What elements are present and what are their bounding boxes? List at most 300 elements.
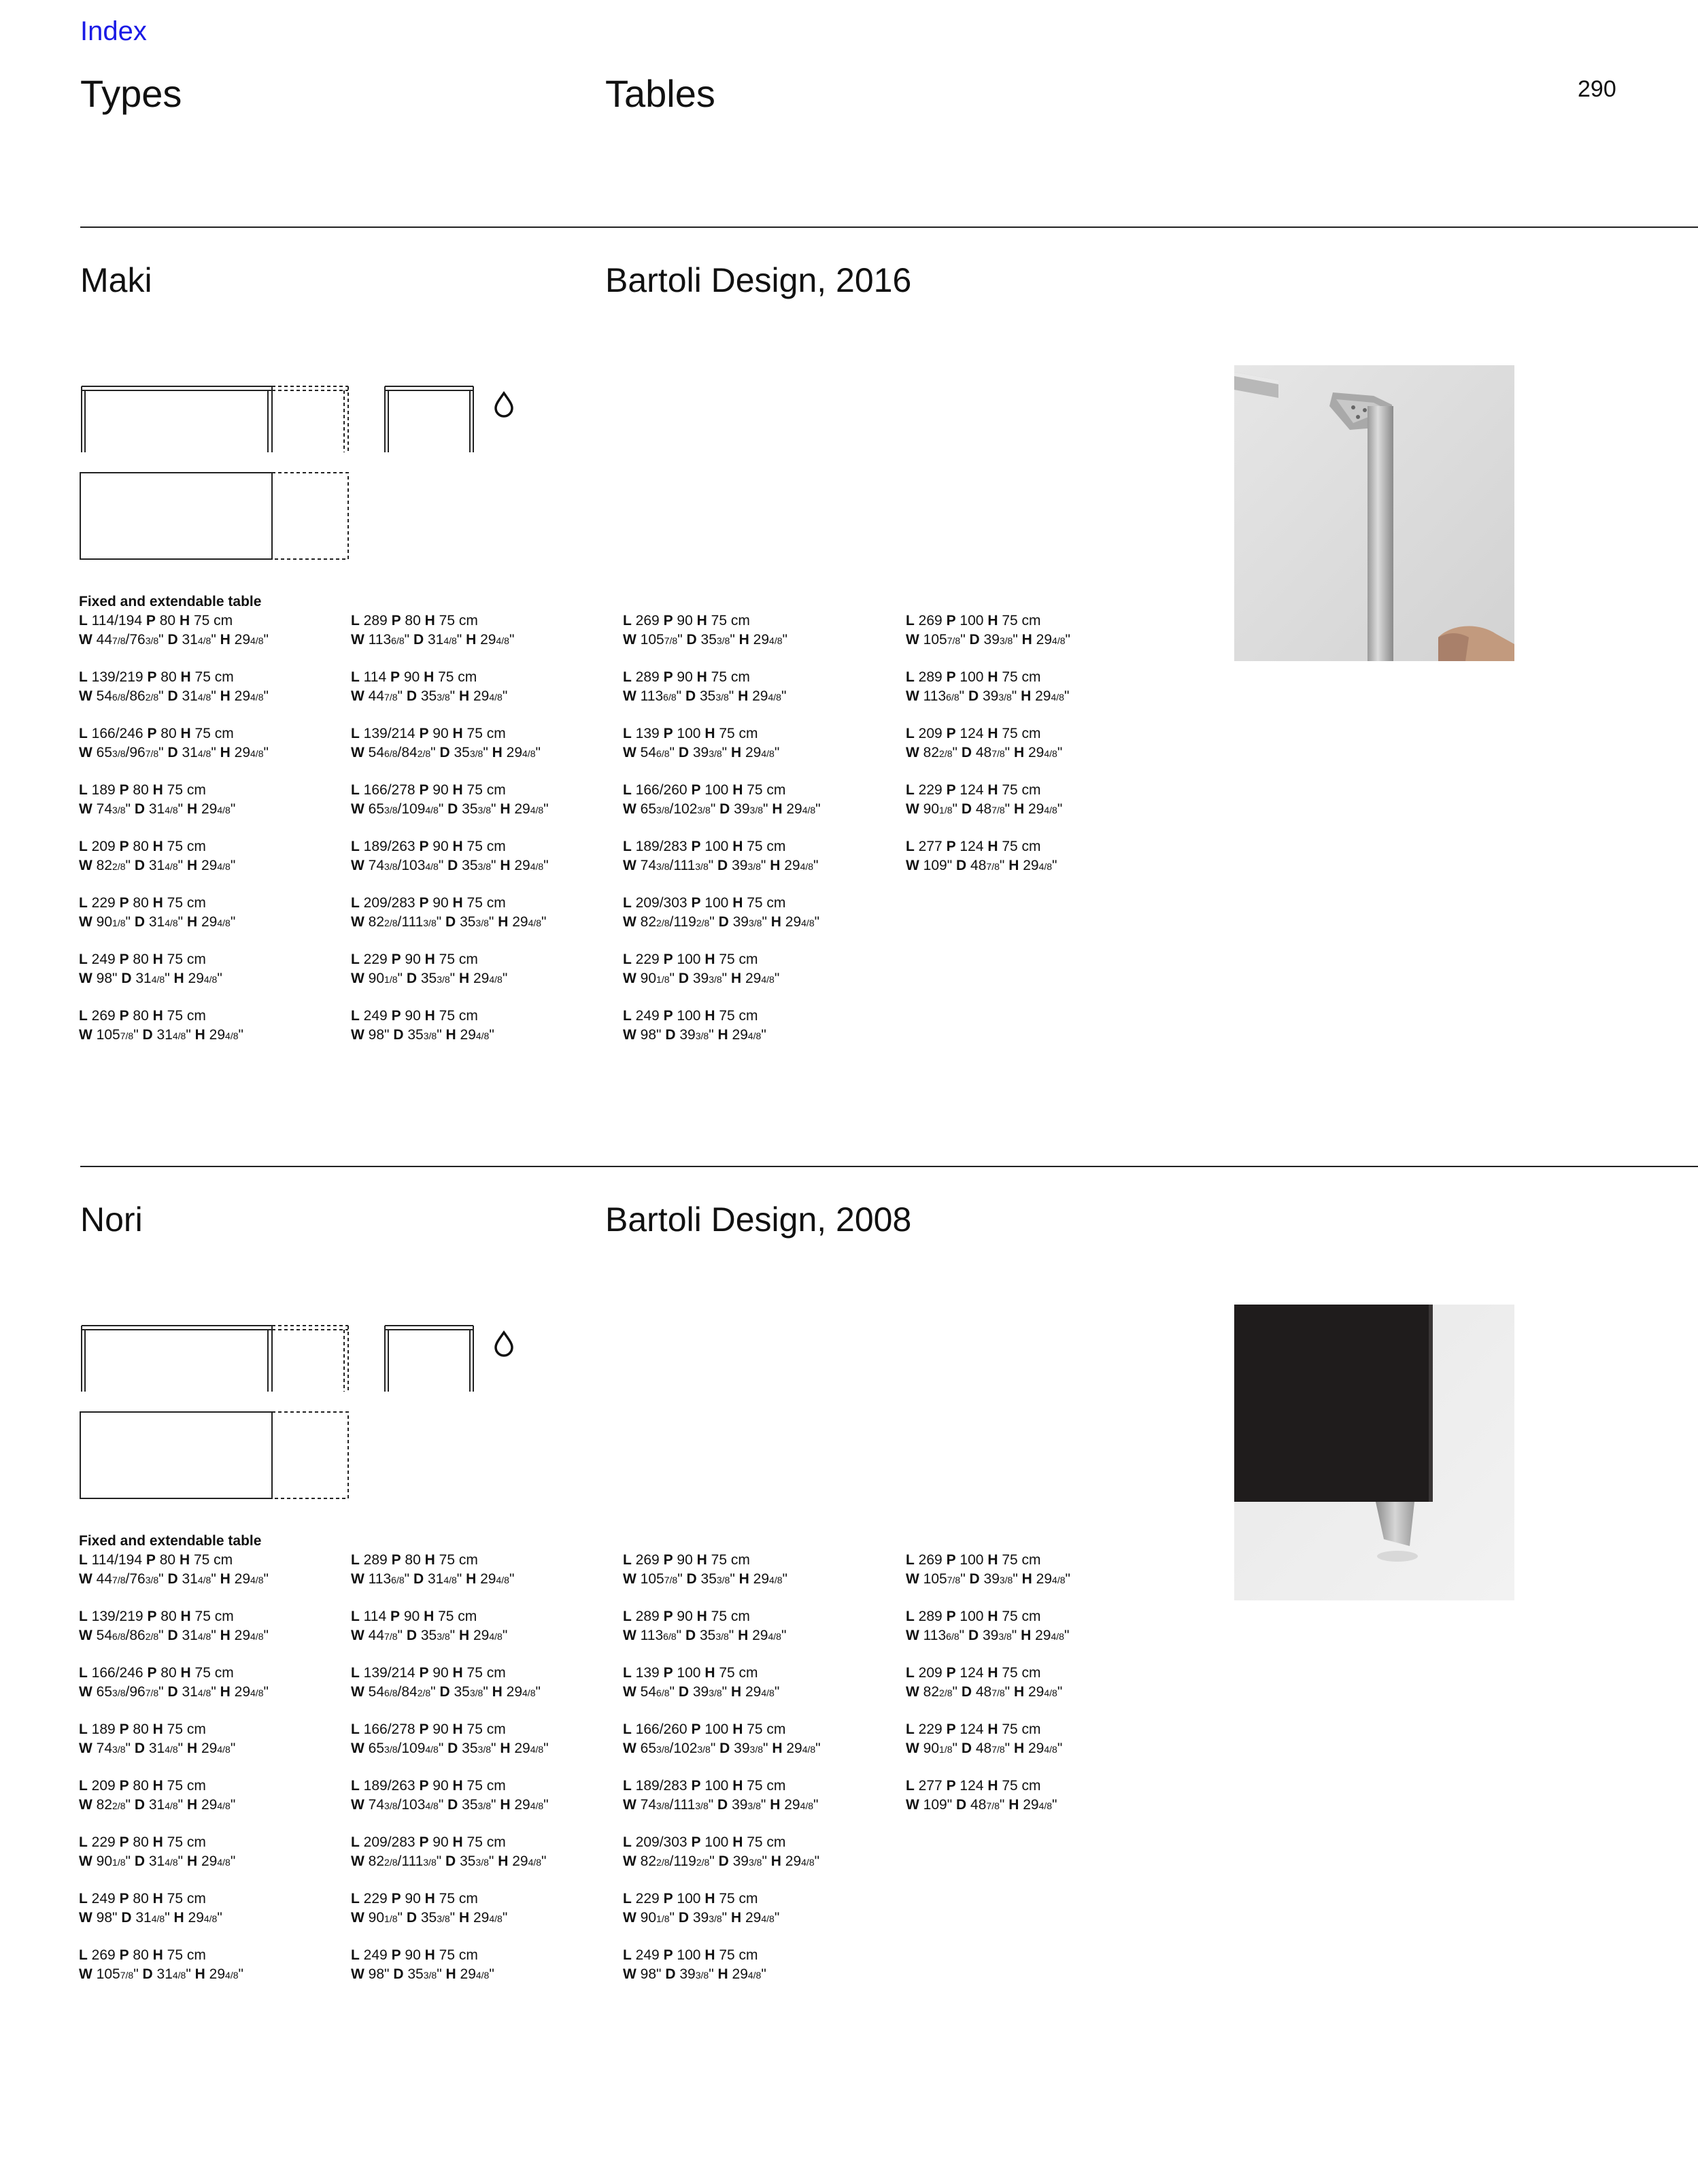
dim-value: 31 — [182, 632, 198, 648]
dim-key: H — [1008, 858, 1019, 873]
dim-key: H — [220, 1684, 231, 1700]
spec-entry — [351, 1833, 623, 1889]
dim-value: 75 cm — [466, 839, 506, 854]
dim-key: L — [79, 1552, 88, 1568]
dim-fraction: 2/8 — [696, 1857, 710, 1868]
dim-key: H — [180, 669, 191, 685]
dim-value: 29 — [201, 858, 218, 873]
dim-value: " — [730, 632, 735, 648]
dim-value: 75 cm — [1002, 1552, 1041, 1568]
dim-key: H — [424, 1891, 435, 1906]
dim-fraction: 4/8 — [769, 1575, 783, 1585]
spec-imperial-line — [623, 1626, 895, 1646]
dim-fraction: 4/8 — [165, 1857, 178, 1868]
dim-value: /84 — [397, 1684, 418, 1700]
dim-key: D — [968, 1628, 979, 1643]
dim-fraction: 7/8 — [112, 1575, 126, 1585]
dim-fraction: 3/8 — [437, 974, 450, 985]
dim-key: H — [152, 1778, 163, 1794]
dim-value: 29 — [188, 1910, 204, 1926]
spec-imperial-line — [79, 1683, 351, 1702]
dim-value: 31 — [182, 1684, 198, 1700]
spec-column — [906, 611, 1178, 894]
dim-value: " — [543, 1797, 549, 1813]
spec-metric-line — [906, 611, 1178, 631]
dim-key: D — [445, 914, 456, 930]
dim-fraction: 4/8 — [768, 692, 781, 703]
dim-value: 35 — [462, 858, 478, 873]
dim-key: H — [179, 1552, 190, 1568]
dim-key: H — [987, 1778, 998, 1794]
spec-entry — [623, 950, 895, 1007]
dim-fraction: 4/8 — [203, 1913, 218, 1924]
dim-fraction: 3/8 — [423, 1030, 437, 1041]
dim-value: 65 — [640, 1741, 657, 1756]
dim-key: L — [79, 613, 88, 628]
dim-key: P — [391, 952, 401, 967]
dim-value: 229 — [918, 1721, 943, 1737]
dim-key: P — [147, 669, 157, 685]
dim-fraction: 3/8 — [697, 805, 711, 816]
dim-key: W — [351, 688, 364, 704]
dim-key: W — [79, 971, 92, 986]
dim-key: D — [686, 1571, 697, 1587]
dim-fraction: 4/8 — [769, 635, 783, 646]
dim-value: 75 cm — [167, 1834, 206, 1850]
dim-value: 105 — [640, 632, 664, 648]
dim-key: H — [987, 782, 998, 798]
dim-key: H — [173, 1910, 184, 1926]
dim-fraction: 3/8 — [112, 748, 126, 759]
dim-key: L — [623, 782, 632, 798]
dim-value: " — [959, 688, 965, 704]
dim-value: 74 — [640, 1797, 657, 1813]
dim-value: 90 — [403, 669, 420, 685]
dim-fraction: 4/8 — [425, 861, 439, 872]
dim-fraction: 4/8 — [522, 748, 536, 759]
dim-key: L — [351, 1609, 360, 1624]
spec-imperial-line — [79, 631, 351, 650]
dim-value: 113 — [640, 688, 664, 704]
dim-value: 29 — [234, 1628, 251, 1643]
dim-fraction: 3/8 — [695, 1030, 709, 1041]
spec-entry — [351, 611, 623, 668]
dim-fraction: 4/8 — [528, 1857, 542, 1868]
dim-key: L — [351, 1665, 360, 1681]
dim-value: 269 — [635, 1552, 660, 1568]
dim-value: 44 — [96, 632, 113, 648]
spec-entry — [79, 950, 351, 1007]
dim-key: P — [391, 613, 401, 628]
dim-value: 82 — [368, 1853, 385, 1869]
dim-key: H — [180, 1665, 191, 1681]
spec-entry — [623, 1889, 895, 1946]
dim-value: " — [404, 632, 410, 648]
dim-value: 39 — [982, 1628, 999, 1643]
dim-value: /86 — [125, 1628, 146, 1643]
dim-key: W — [623, 632, 636, 648]
spec-entry — [906, 1777, 1178, 1833]
dim-key: W — [906, 1797, 919, 1813]
dim-value: " — [728, 1628, 734, 1643]
dim-fraction: 3/8 — [475, 918, 489, 928]
spec-imperial-line — [906, 631, 1178, 650]
dim-fraction: 7/8 — [986, 1800, 1000, 1811]
dim-value: " — [814, 914, 820, 930]
product-section-nori — [0, 1166, 1698, 2104]
dim-key: W — [351, 1797, 364, 1813]
spec-imperial-line — [79, 969, 351, 989]
dim-key: D — [969, 632, 980, 648]
dim-fraction: 4/8 — [250, 1687, 264, 1698]
dim-value: 80 — [133, 1721, 149, 1737]
dim-fraction: 3/8 — [437, 1913, 450, 1924]
dim-fraction: 3/8 — [437, 692, 450, 703]
spec-imperial-line — [79, 743, 351, 763]
dim-key: H — [1021, 1571, 1032, 1587]
spec-entry — [79, 1664, 351, 1720]
dim-value: 80 — [133, 952, 149, 967]
dim-value: 29 — [1028, 1741, 1045, 1756]
dim-fraction: 3/8 — [716, 635, 730, 646]
dim-value: " — [502, 971, 508, 986]
dim-fraction: 3/8 — [709, 1687, 722, 1698]
product-section-maki — [0, 226, 1698, 1165]
dim-value: " — [263, 1571, 269, 1587]
dim-value: 105 — [923, 632, 947, 648]
dim-value: " — [502, 1628, 508, 1643]
dim-value: 80 — [160, 726, 177, 741]
dim-fraction: 4/8 — [530, 805, 544, 816]
dim-value: 82 — [640, 914, 657, 930]
dim-key: P — [946, 1552, 956, 1568]
spec-column — [351, 1551, 623, 2002]
dim-value: 39 — [732, 858, 748, 873]
dim-key: P — [663, 613, 673, 628]
dim-value: 35 — [454, 745, 470, 760]
dim-fraction: 3/8 — [709, 748, 722, 759]
dim-fraction: 2/8 — [112, 1800, 126, 1811]
dim-value: " — [669, 1684, 675, 1700]
dim-fraction: 4/8 — [250, 692, 264, 703]
dim-value: " — [158, 1628, 164, 1643]
dim-key: L — [623, 726, 632, 741]
dim-value: 29 — [1023, 858, 1039, 873]
dim-value: 90 — [432, 1834, 449, 1850]
spec-entry — [623, 1551, 895, 1607]
dim-key: H — [704, 1891, 715, 1906]
dim-key: L — [79, 1834, 88, 1850]
spec-column — [623, 611, 895, 1063]
index-link[interactable]: Index — [80, 16, 147, 46]
dim-value: " — [709, 914, 715, 930]
product-name: Nori — [80, 1200, 143, 1239]
dim-value: " — [535, 745, 541, 760]
dim-value: " — [263, 745, 269, 760]
dim-value: 29 — [460, 1966, 476, 1982]
dim-value: 90 — [405, 1891, 421, 1906]
dim-value: 29 — [745, 1910, 762, 1926]
dim-value: 90 — [405, 952, 421, 967]
dim-key: W — [906, 1684, 919, 1700]
dim-key: H — [186, 1741, 198, 1756]
dim-fraction: 6/8 — [384, 748, 398, 759]
dim-key: W — [351, 858, 364, 873]
dim-value: " — [509, 1571, 515, 1587]
spec-imperial-line — [623, 1570, 895, 1590]
dim-key: D — [678, 745, 689, 760]
dim-key: P — [391, 1552, 401, 1568]
spec-metric-line — [79, 1889, 351, 1909]
dim-fraction: 3/8 — [384, 1744, 398, 1755]
dim-key: H — [452, 839, 463, 854]
dim-value: 75 cm — [466, 1834, 506, 1850]
dim-value: 249 — [363, 1008, 388, 1024]
dim-value: " — [483, 745, 488, 760]
dim-value: " — [999, 858, 1005, 873]
dim-value: 139 — [635, 1665, 660, 1681]
dim-key: W — [79, 1966, 92, 1982]
spec-entry — [623, 668, 895, 724]
dim-value: " — [456, 632, 462, 648]
dim-key: H — [704, 952, 715, 967]
dim-key: D — [406, 1910, 417, 1926]
dim-value: " — [177, 1853, 184, 1869]
dim-key: D — [142, 1027, 153, 1043]
dim-value: 80 — [133, 1834, 149, 1850]
dim-fraction: 3/8 — [999, 1575, 1013, 1585]
dim-value: 98 — [96, 1910, 113, 1926]
dim-key: W — [79, 632, 92, 648]
spec-entry — [351, 724, 623, 781]
dim-value: 39 — [692, 971, 709, 986]
dim-value: 48 — [975, 1741, 992, 1756]
dim-value: 90 — [432, 839, 449, 854]
spec-imperial-line — [623, 1026, 895, 1045]
dim-key: D — [678, 1684, 689, 1700]
dim-key: L — [79, 1665, 88, 1681]
dim-key: D — [956, 1797, 967, 1813]
spec-metric-line — [79, 781, 351, 800]
dim-value: " — [217, 1910, 222, 1926]
dim-value: " — [1052, 1797, 1057, 1813]
dim-value: 48 — [975, 801, 992, 817]
dim-key: H — [424, 669, 435, 685]
dim-fraction: 4/8 — [250, 635, 264, 646]
dim-key: D — [134, 1797, 145, 1813]
dim-key: L — [351, 1834, 360, 1850]
dim-key: H — [180, 1609, 191, 1624]
dim-key: H — [194, 1966, 205, 1982]
dim-value: 75 cm — [167, 1891, 206, 1906]
spec-imperial-line — [623, 913, 895, 933]
dim-value: " — [230, 914, 236, 930]
spec-entry — [79, 837, 351, 894]
dim-value: 90 — [923, 801, 940, 817]
dim-value: 90 — [432, 1721, 449, 1737]
dim-fraction: 6/8 — [112, 692, 126, 703]
dim-fraction: 4/8 — [250, 748, 264, 759]
dim-value: 29 — [234, 688, 251, 704]
dim-key: L — [351, 726, 360, 741]
dim-value: 75 cm — [466, 895, 506, 911]
dim-key: D — [121, 971, 132, 986]
dim-value: " — [230, 1853, 236, 1869]
dim-value: " — [491, 1797, 496, 1813]
dim-key: W — [906, 688, 919, 704]
dim-value: 166/246 — [91, 1665, 143, 1681]
dim-key: L — [351, 1008, 360, 1024]
dim-fraction: 2/8 — [145, 1631, 159, 1642]
dim-value: 29 — [745, 1684, 762, 1700]
dim-value: 35 — [420, 971, 437, 986]
dim-value: " — [1013, 632, 1018, 648]
dim-value: 90 — [677, 669, 693, 685]
dim-value: 90 — [368, 971, 385, 986]
spec-metric-line — [906, 837, 1178, 856]
dim-fraction: 4/8 — [172, 1970, 186, 1981]
dim-key: D — [717, 858, 728, 873]
dim-key: W — [351, 1571, 364, 1587]
spec-entry — [623, 1607, 895, 1664]
dim-value: 269 — [635, 613, 660, 628]
spec-entry — [79, 1551, 351, 1607]
dim-fraction: 3/8 — [709, 974, 722, 985]
dim-key: H — [452, 782, 463, 798]
dim-fraction: 4/8 — [217, 1744, 231, 1755]
dim-value: " — [952, 745, 957, 760]
dim-key: H — [424, 613, 435, 628]
dim-key: H — [220, 632, 231, 648]
spec-entry — [623, 1720, 895, 1777]
dim-value: " — [384, 1966, 390, 1982]
spec-metric-line — [623, 724, 895, 743]
dim-fraction: 4/8 — [425, 805, 439, 816]
dim-key: D — [717, 1797, 728, 1813]
dim-value: 75 cm — [167, 1721, 206, 1737]
dim-key: H — [445, 1027, 456, 1043]
spec-entry — [623, 611, 895, 668]
dim-key: H — [738, 1571, 749, 1587]
dim-fraction: 4/8 — [1038, 1800, 1053, 1811]
dim-value: 75 cm — [719, 1008, 758, 1024]
dim-fraction: 3/8 — [477, 1744, 491, 1755]
dim-fraction: 4/8 — [151, 974, 165, 985]
dim-value: 29 — [460, 1027, 476, 1043]
dim-fraction: 4/8 — [151, 1913, 165, 1924]
dim-key: P — [663, 952, 673, 967]
spec-imperial-line — [79, 913, 351, 933]
dim-fraction: 3/8 — [749, 1744, 763, 1755]
dim-key: H — [194, 1027, 205, 1043]
dim-value: " — [1011, 1628, 1017, 1643]
dim-fraction: 4/8 — [1051, 692, 1064, 703]
dim-value: " — [676, 688, 682, 704]
dim-value: 35 — [462, 1797, 478, 1813]
spec-metric-line — [623, 950, 895, 969]
dim-key: L — [623, 1834, 632, 1850]
dim-value: 100 — [960, 1552, 984, 1568]
spec-metric-line — [623, 1833, 895, 1852]
spec-metric-line — [623, 1664, 895, 1683]
dim-key: P — [119, 1778, 129, 1794]
spec-entry — [623, 1007, 895, 1063]
dim-key: P — [663, 1552, 673, 1568]
dim-key: H — [738, 1628, 749, 1643]
dim-value: " — [1004, 1684, 1011, 1700]
dim-key: P — [119, 1947, 129, 1963]
dim-value: 75 cm — [466, 1665, 506, 1681]
dim-key: H — [1008, 1797, 1019, 1813]
dim-key: H — [696, 669, 707, 685]
dim-key: W — [79, 1910, 92, 1926]
dim-key: P — [119, 839, 129, 854]
spec-metric-line — [79, 950, 351, 969]
spec-imperial-line — [623, 1852, 895, 1872]
dim-value: " — [125, 914, 131, 930]
dim-value: " — [710, 1741, 716, 1756]
dim-fraction: 3/8 — [112, 1687, 126, 1698]
dim-key: W — [623, 1684, 636, 1700]
dim-key: W — [79, 1853, 92, 1869]
dim-value: 209 — [91, 839, 116, 854]
dim-key: L — [623, 669, 632, 685]
dim-value: 75 cm — [194, 1665, 234, 1681]
spec-entry — [906, 1607, 1178, 1664]
dim-key: L — [79, 895, 88, 911]
dim-value: 75 cm — [466, 782, 506, 798]
dim-value: 109 — [923, 858, 947, 873]
dim-key: D — [961, 1741, 972, 1756]
dim-value: " — [125, 801, 131, 817]
dim-key: H — [498, 914, 509, 930]
product-name: Maki — [80, 261, 152, 299]
dim-value: 29 — [786, 801, 802, 817]
dim-value: 189/263 — [363, 839, 415, 854]
dim-key: H — [987, 613, 998, 628]
dim-value: /111 — [669, 858, 696, 873]
dim-key: W — [79, 1797, 92, 1813]
spec-metric-line — [79, 894, 351, 913]
dim-key: H — [452, 1721, 463, 1737]
dim-value: " — [774, 971, 780, 986]
dim-value: 75 cm — [439, 613, 478, 628]
spec-entry — [906, 1551, 1178, 1607]
dim-fraction: 4/8 — [489, 1631, 503, 1642]
dim-key: H — [424, 1552, 435, 1568]
dim-value: 54 — [640, 745, 657, 760]
dim-fraction: 7/8 — [664, 635, 678, 646]
dim-value: 100 — [677, 726, 701, 741]
dim-key: H — [179, 613, 190, 628]
dim-value: 29 — [506, 1684, 523, 1700]
dim-key: H — [220, 745, 231, 760]
dim-key: L — [79, 1721, 88, 1737]
dim-value: 35 — [420, 1628, 437, 1643]
dim-key: D — [439, 745, 450, 760]
dim-value: 65 — [96, 745, 113, 760]
dim-value: " — [814, 1853, 820, 1869]
spec-imperial-line — [906, 856, 1178, 876]
dim-fraction: 3/8 — [423, 1857, 437, 1868]
dim-fraction: 4/8 — [800, 861, 814, 872]
dim-key: H — [458, 688, 470, 704]
dim-value: 75 cm — [719, 1891, 758, 1906]
dim-key: H — [220, 1628, 231, 1643]
spec-entry — [906, 724, 1178, 781]
dim-value: 269 — [918, 613, 943, 628]
dim-value: " — [177, 801, 184, 817]
